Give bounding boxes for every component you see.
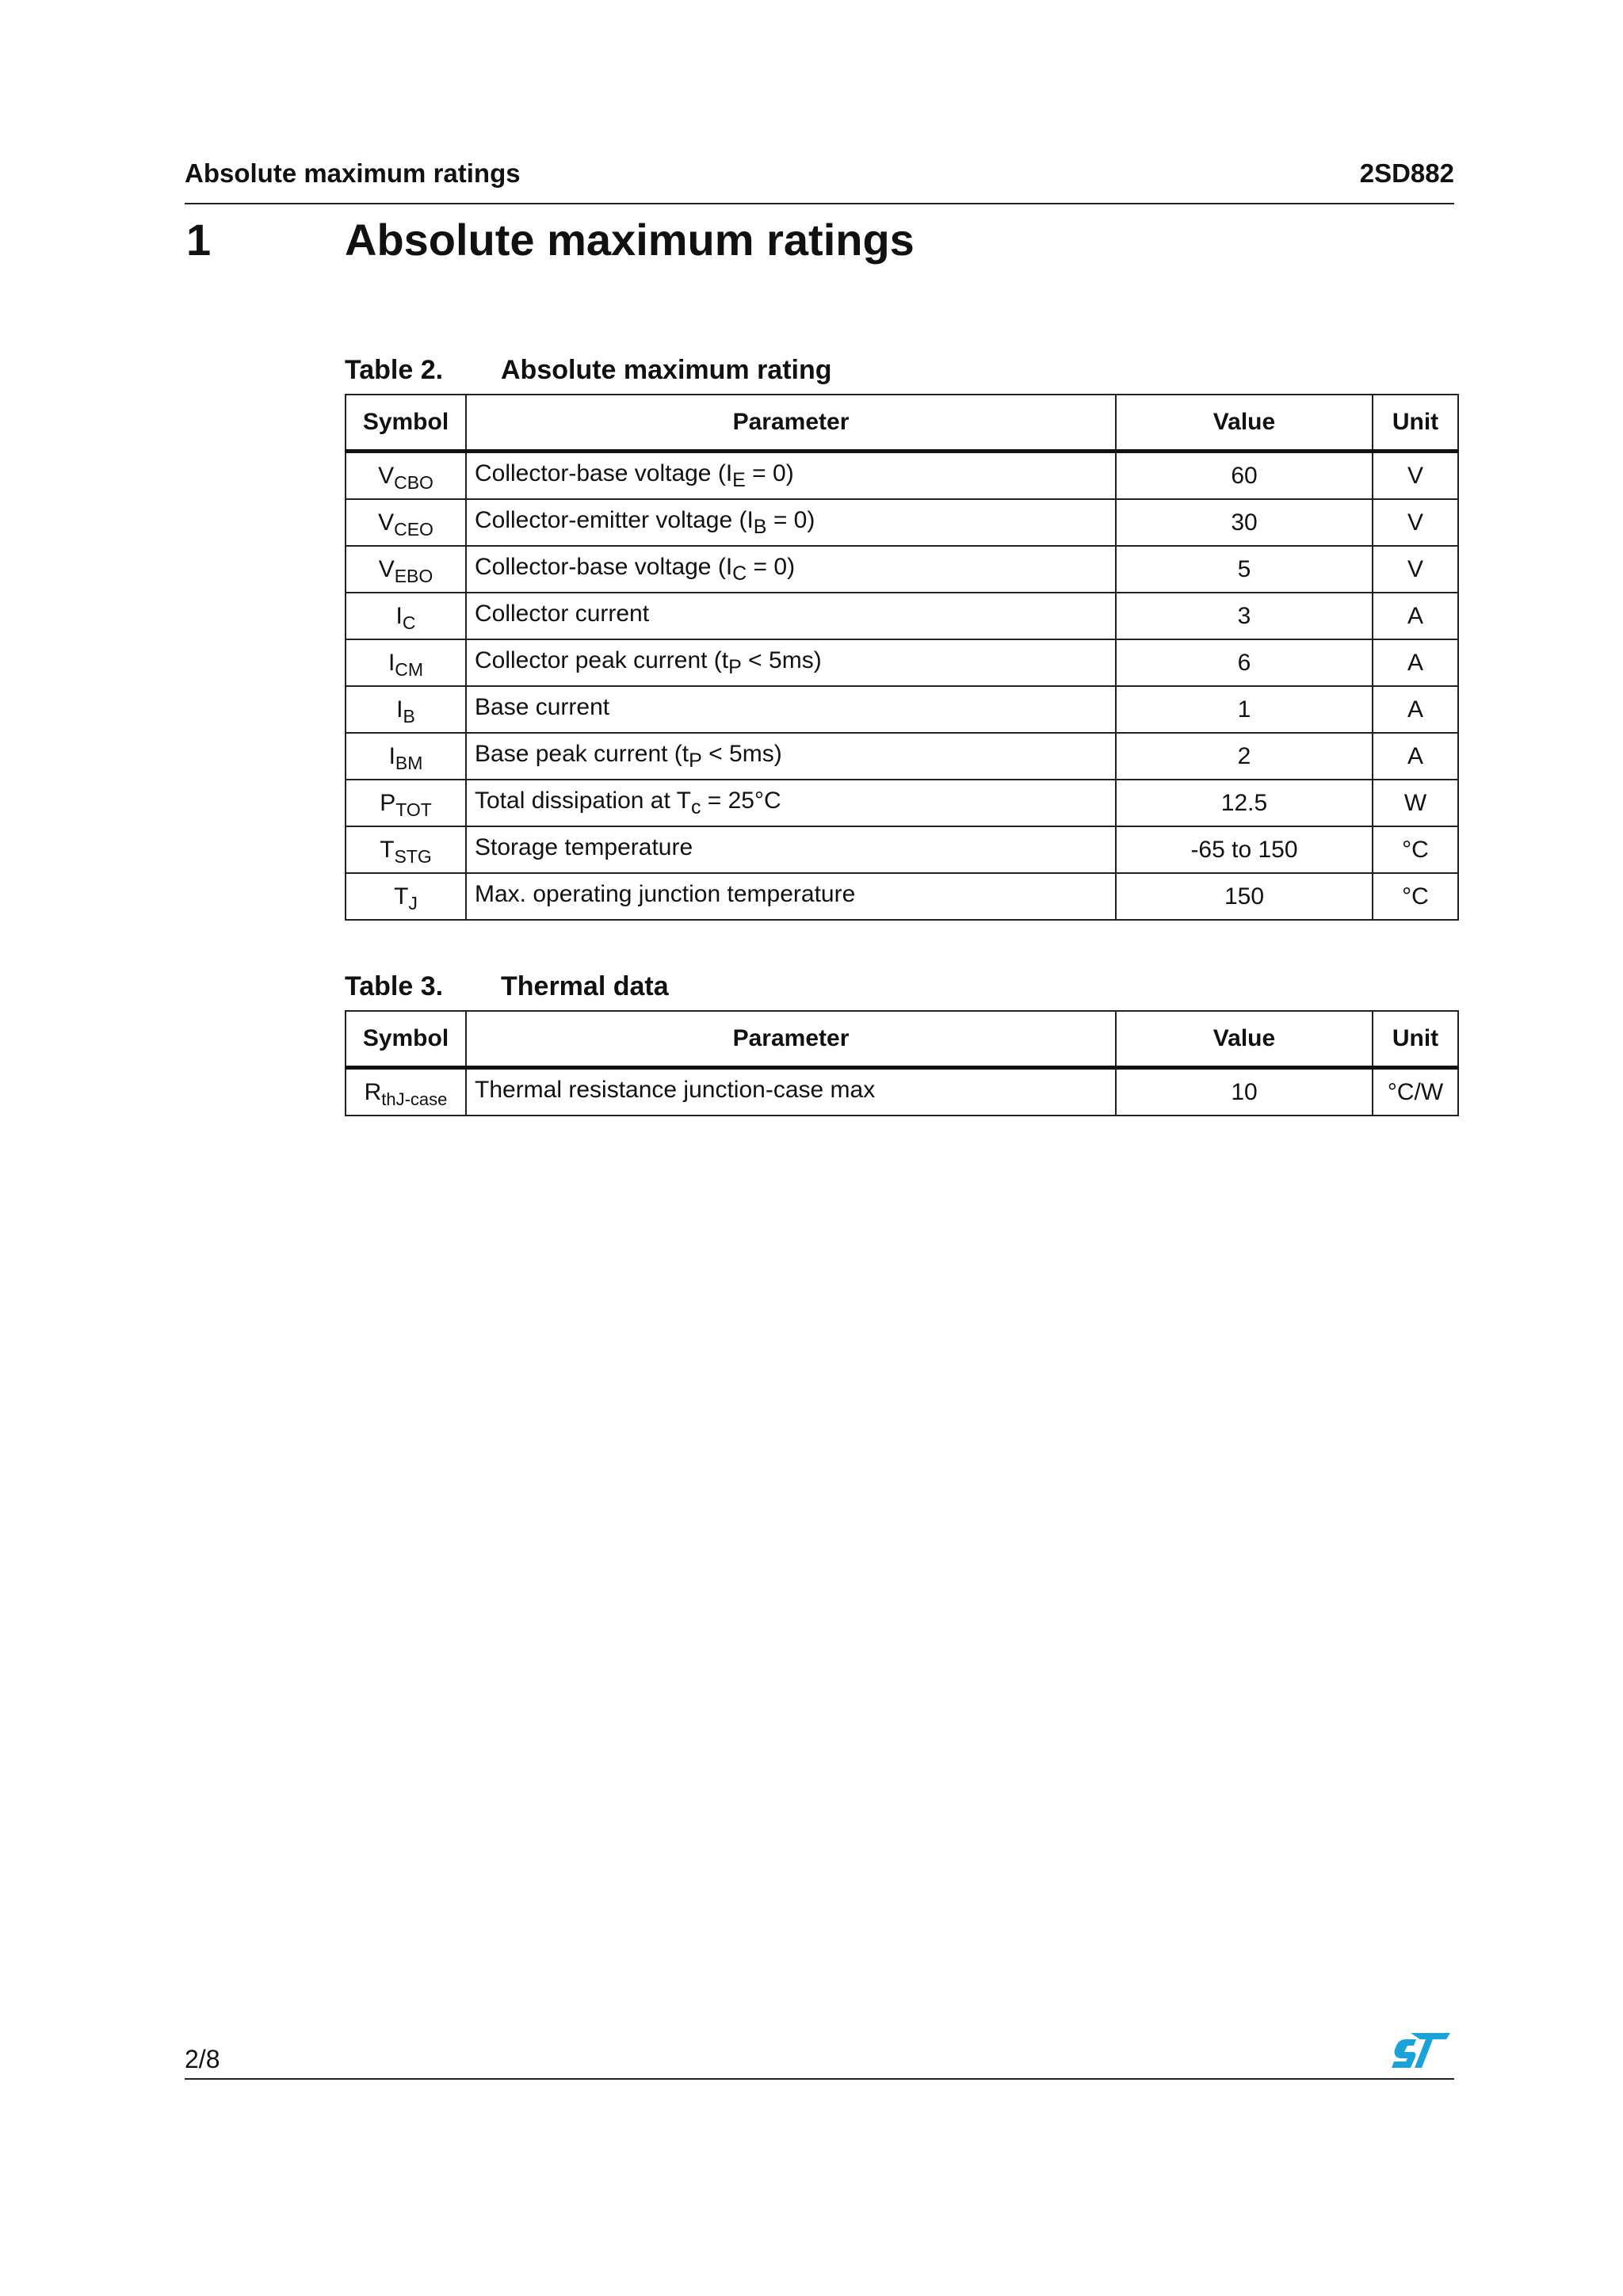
symbol-cell <box>346 733 466 780</box>
parameter-subscript: P <box>728 655 742 678</box>
parameter-text: Collector peak current (t <box>475 646 729 673</box>
unit-cell: A <box>1373 686 1458 733</box>
parameter-text: Total dissipation at T <box>475 787 691 814</box>
value-cell: 10 <box>1116 1068 1373 1116</box>
table3-caption <box>345 971 1137 1006</box>
symbol-subscript: thJ-case <box>381 1089 448 1109</box>
parameter-cell <box>466 546 1116 593</box>
table-row <box>346 593 1458 639</box>
symbol-subscript: J <box>408 892 418 913</box>
column-header-unit: Unit <box>1373 1011 1458 1068</box>
column-header-parameter: Parameter <box>466 1011 1116 1068</box>
parameter-tail: = 0) <box>747 553 796 580</box>
value-cell: 30 <box>1116 499 1373 546</box>
page-number: 2/8 <box>185 2045 220 2073</box>
symbol-letter: I <box>396 696 403 723</box>
parameter-text: Collector-base voltage (I <box>475 460 733 486</box>
value-cell: 150 <box>1116 873 1373 920</box>
section-title: Absolute maximum ratings <box>345 215 915 265</box>
parameter-subscript: E <box>732 468 746 491</box>
running-header-section: Absolute maximum ratings <box>185 158 521 188</box>
parameter-text: Collector-emitter voltage (I <box>475 506 754 533</box>
unit-cell: A <box>1373 639 1458 686</box>
parameter-tail: < 5ms) <box>701 740 782 767</box>
symbol-subscript: CBO <box>394 471 433 493</box>
parameter-cell <box>466 873 1116 920</box>
parameter-tail: = 25°C <box>701 787 781 814</box>
parameter-text: Thermal resistance junction-case max <box>475 1076 876 1103</box>
parameter-cell <box>466 499 1116 546</box>
table-row <box>346 639 1458 686</box>
table3-label: Table 3. <box>345 971 444 1001</box>
value-cell: 60 <box>1116 452 1373 500</box>
unit-cell: A <box>1373 593 1458 639</box>
symbol-subscript: BM <box>395 752 423 773</box>
unit-cell: °C/W <box>1373 1068 1458 1116</box>
column-header-symbol: Symbol <box>346 1011 466 1068</box>
table-row <box>346 546 1458 593</box>
symbol-letter: I <box>388 649 395 676</box>
table3-title: Thermal data <box>501 971 669 1001</box>
value-cell: 3 <box>1116 593 1373 639</box>
table-row <box>346 499 1458 546</box>
symbol-cell <box>346 1068 466 1116</box>
table2-caption <box>345 355 1137 390</box>
parameter-text: Collector-base voltage (I <box>475 553 733 580</box>
footer-rule <box>185 2078 1454 2080</box>
value-cell: 5 <box>1116 546 1373 593</box>
parameter-tail: < 5ms) <box>741 646 822 673</box>
parameter-text: Max. operating junction temperature <box>475 880 856 907</box>
parameter-cell <box>466 452 1116 500</box>
column-header-unit: Unit <box>1373 395 1458 452</box>
symbol-subscript: CM <box>395 658 424 680</box>
unit-cell: V <box>1373 546 1458 593</box>
section-number: 1 <box>186 215 212 265</box>
running-header-part-number: 2SD882 <box>1359 158 1454 188</box>
unit-cell: °C <box>1373 873 1458 920</box>
parameter-cell <box>466 593 1116 639</box>
table-row <box>346 826 1458 873</box>
value-cell: 12.5 <box>1116 780 1373 826</box>
unit-cell: V <box>1373 452 1458 500</box>
symbol-subscript: EBO <box>394 565 433 586</box>
parameter-text: Storage temperature <box>475 833 693 860</box>
parameter-cell <box>466 639 1116 686</box>
column-header-value: Value <box>1116 395 1373 452</box>
symbol-letter: V <box>378 555 395 582</box>
parameter-text: Collector current <box>475 600 650 627</box>
parameter-cell <box>466 780 1116 826</box>
symbol-letter: I <box>395 602 403 629</box>
symbol-letter: P <box>380 789 396 816</box>
table-row <box>346 873 1458 920</box>
header-rule <box>185 203 1454 204</box>
unit-cell: A <box>1373 733 1458 780</box>
parameter-text: Base peak current (t <box>475 740 689 767</box>
symbol-letter: V <box>378 462 395 489</box>
absolute-maximum-rating-table <box>345 394 1459 921</box>
symbol-cell <box>346 593 466 639</box>
symbol-subscript: B <box>403 705 415 727</box>
symbol-letter: R <box>364 1078 382 1105</box>
symbol-letter: T <box>394 883 409 910</box>
parameter-tail: = 0) <box>745 460 794 486</box>
unit-cell: W <box>1373 780 1458 826</box>
symbol-subscript: CEO <box>394 518 433 540</box>
parameter-tail: = 0) <box>766 506 815 533</box>
parameter-subscript: C <box>732 562 747 585</box>
column-header-value: Value <box>1116 1011 1373 1068</box>
parameter-cell <box>466 733 1116 780</box>
table-row <box>346 733 1458 780</box>
value-cell: 1 <box>1116 686 1373 733</box>
parameter-subscript: c <box>690 795 701 818</box>
parameter-cell <box>466 826 1116 873</box>
symbol-subscript: STG <box>394 845 432 867</box>
parameter-subscript: P <box>689 749 702 772</box>
symbol-cell <box>346 780 466 826</box>
parameter-cell <box>466 686 1116 733</box>
symbol-cell <box>346 499 466 546</box>
column-header-symbol: Symbol <box>346 395 466 452</box>
table-row <box>346 1068 1458 1116</box>
parameter-subscript: B <box>753 515 767 538</box>
st-logo-icon <box>1387 2028 1452 2073</box>
table-row <box>346 686 1458 733</box>
value-cell: -65 to 150 <box>1116 826 1373 873</box>
symbol-letter: I <box>388 742 395 769</box>
table-row <box>346 780 1458 826</box>
table-row <box>346 452 1458 500</box>
symbol-subscript: C <box>402 612 416 633</box>
symbol-cell <box>346 826 466 873</box>
thermal-data-table <box>345 1010 1459 1116</box>
symbol-cell <box>346 546 466 593</box>
unit-cell: V <box>1373 499 1458 546</box>
parameter-cell <box>466 1068 1116 1116</box>
symbol-letter: V <box>378 509 395 536</box>
value-cell: 6 <box>1116 639 1373 686</box>
symbol-cell <box>346 873 466 920</box>
value-cell: 2 <box>1116 733 1373 780</box>
table2-label: Table 2. <box>345 355 444 385</box>
symbol-cell <box>346 452 466 500</box>
table2-title: Absolute maximum rating <box>501 355 832 385</box>
unit-cell: °C <box>1373 826 1458 873</box>
symbol-cell <box>346 639 466 686</box>
table-header-row <box>346 395 1458 452</box>
symbol-cell <box>346 686 466 733</box>
table-header-row <box>346 1011 1458 1068</box>
symbol-subscript: TOT <box>395 799 432 820</box>
parameter-text: Base current <box>475 693 610 720</box>
column-header-parameter: Parameter <box>466 395 1116 452</box>
symbol-letter: T <box>380 836 395 863</box>
